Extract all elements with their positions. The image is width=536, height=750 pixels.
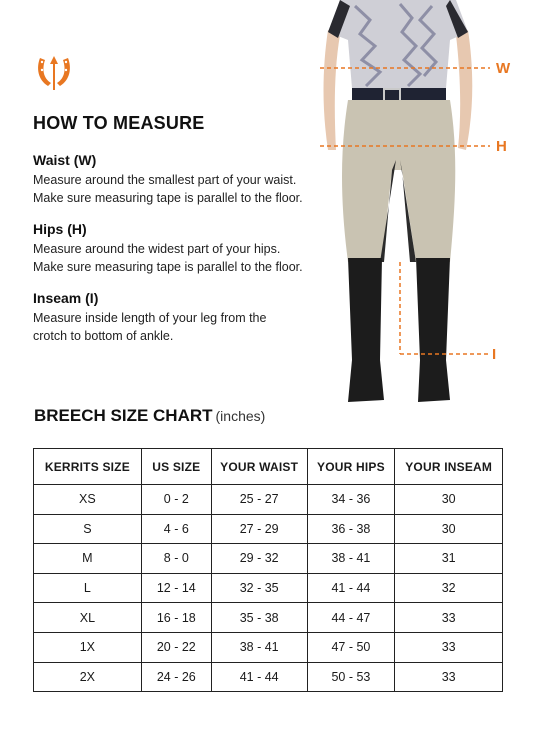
right-arm [456, 30, 472, 150]
table-cell: 32 [395, 573, 503, 603]
table-cell: 4 - 6 [141, 514, 211, 544]
table-row [34, 485, 503, 515]
table-cell: 38 - 41 [211, 632, 307, 662]
table-row [34, 544, 503, 574]
hips-title: Hips (H) [33, 221, 87, 237]
size-chart-table [33, 448, 503, 692]
table-cell: 44 - 47 [307, 603, 395, 633]
table-cell: 50 - 53 [307, 662, 395, 692]
table-cell: 33 [395, 662, 503, 692]
table-cell: 8 - 0 [141, 544, 211, 574]
breeches [342, 100, 455, 262]
table-cell: S [34, 514, 142, 544]
table-row [34, 603, 503, 633]
table-cell: 31 [395, 544, 503, 574]
brand-logo-icon [34, 50, 74, 94]
left-boot [348, 258, 384, 402]
measurement-figure [300, 0, 536, 415]
table-cell: 41 - 44 [211, 662, 307, 692]
table-cell: 12 - 14 [141, 573, 211, 603]
table-cell: XS [34, 485, 142, 515]
table-row [34, 662, 503, 692]
table-cell: 20 - 22 [141, 632, 211, 662]
table-cell: XL [34, 603, 142, 633]
table-cell: 27 - 29 [211, 514, 307, 544]
waist-marker-label: W [496, 60, 511, 77]
inseam-marker-label: I [492, 346, 497, 363]
table-cell: L [34, 573, 142, 603]
table-row [34, 573, 503, 603]
table-cell: 24 - 26 [141, 662, 211, 692]
table-row [34, 514, 503, 544]
table-cell: 32 - 35 [211, 573, 307, 603]
table-cell: 16 - 18 [141, 603, 211, 633]
table-cell: 25 - 27 [211, 485, 307, 515]
size-chart-unit: (inches) [215, 408, 266, 424]
table-cell: 30 [395, 485, 503, 515]
hips-section [33, 221, 333, 276]
hips-marker-label: H [496, 138, 507, 155]
table-cell: 34 - 36 [307, 485, 395, 515]
table-row [34, 632, 503, 662]
waist-desc-line-1: Measure around the smallest part of your waist. [33, 173, 297, 187]
table-cell: 33 [395, 632, 503, 662]
table-cell: 33 [395, 603, 503, 633]
hips-desc-line-2: Make sure measuring tape is parallel to the floor. [33, 260, 303, 274]
table-cell: 38 - 41 [307, 544, 395, 574]
table-cell: 36 - 38 [307, 514, 395, 544]
waist-desc-line-2: Make sure measuring tape is parallel to the floor. [33, 191, 303, 205]
inseam-section [33, 290, 333, 345]
column-header: YOUR WAIST [211, 449, 307, 485]
table-cell: 47 - 50 [307, 632, 395, 662]
inseam-title: Inseam (I) [33, 290, 99, 306]
inseam-desc-line-2: crotch to bottom of ankle. [33, 329, 174, 343]
inseam-desc-line-1: Measure inside length of your leg from the [33, 311, 267, 325]
waist-title: Waist (W) [33, 152, 97, 168]
table-cell: 0 - 2 [141, 485, 211, 515]
table-cell: 1X [34, 632, 142, 662]
right-boot [416, 258, 450, 402]
page-title: HOW TO MEASURE [33, 113, 205, 133]
column-header: US SIZE [141, 449, 211, 485]
size-chart-title-text: BREECH SIZE CHART [34, 406, 213, 425]
hips-desc-line-1: Measure around the widest part of your hips. [33, 242, 281, 256]
table-cell: M [34, 544, 142, 574]
table-cell: 2X [34, 662, 142, 692]
waist-section [33, 152, 333, 207]
table-cell: 30 [395, 514, 503, 544]
column-header: YOUR INSEAM [395, 449, 503, 485]
table-cell: 35 - 38 [211, 603, 307, 633]
column-header: KERRITS SIZE [34, 449, 142, 485]
table-cell: 29 - 32 [211, 544, 307, 574]
table-header-row [34, 449, 503, 485]
left-arm [324, 30, 341, 150]
size-chart-title [34, 406, 265, 426]
table-cell: 41 - 44 [307, 573, 395, 603]
column-header: YOUR HIPS [307, 449, 395, 485]
shirt [328, 0, 468, 88]
